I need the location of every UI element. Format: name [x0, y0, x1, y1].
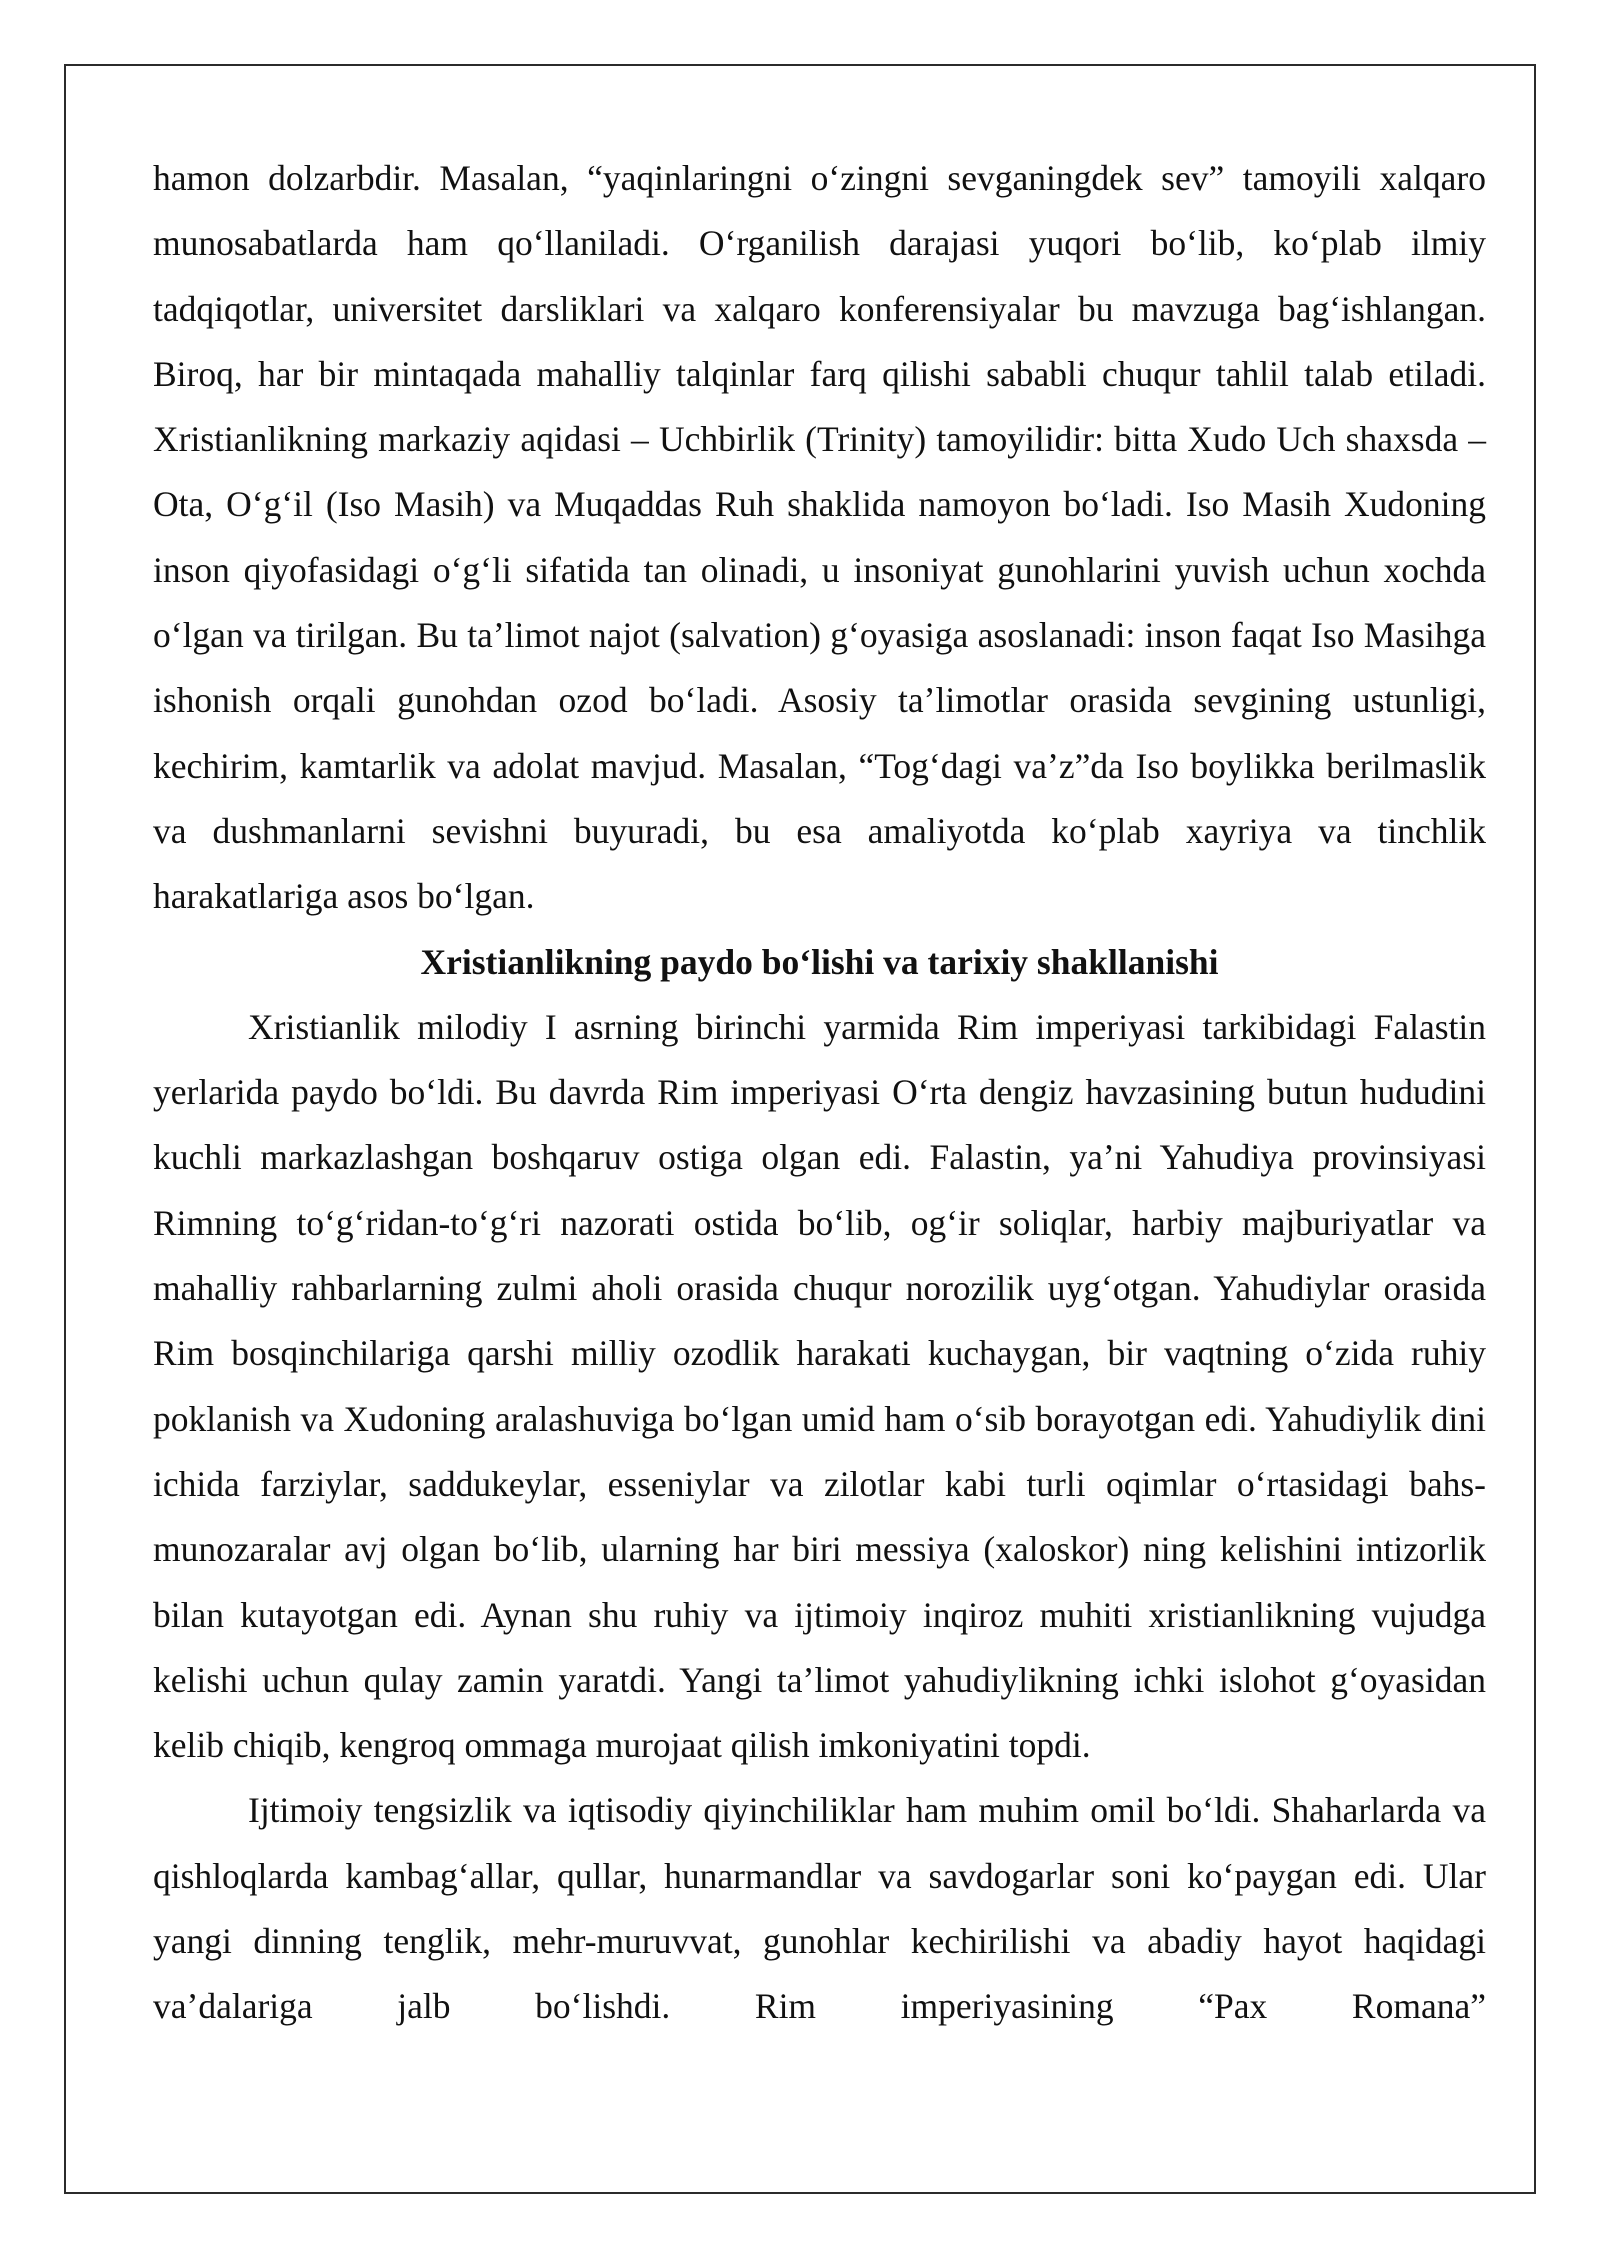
section-heading: Xristianlikning paydo boʻlishi va tarixiy shakllanishi — [420, 941, 1219, 982]
document-body — [153, 146, 1486, 2040]
paragraph-social-factors: Ijtimoiy tengsizlik va iqtisodiy qiyinchiliklar ham muhim omil boʻldi. Shaharlarda va qishloqlarda kambagʻallar, qullar, hunarmandlar va savdogarlar soni koʻpaygan edi. Ular yangi dinning tenglik, mehr-muruvvat, gunohlar kechirilishi va abadiy hayot haqidagi vaʼdalariga jalb boʻlishdi. Rim imperiyasining “Pax Romana” — [153, 1790, 1486, 2027]
paragraph-intro: hamon dolzarbdir. Masalan, “yaqinlaringni oʻzingni sevganingdek sev” tamoyili xalqaro munosabatlarda ham qoʻllaniladi. Oʻrganilish darajasi yuqori boʻlib, koʻplab ilmiy tadqiqotlar, universitet darsliklari va xalqaro konferensiyalar bu mavzuga bagʻishlangan. Biroq, har bir mintaqada mahalliy talqinlar farq qilishi sababli chuqur tahlil talab etiladi. Xristianlikning markaziy aqidasi – Uchbirlik (Trinity) tamoyilidir: bitta Xudo Uch shaxsda – Ota, Oʻgʻil (Iso Masih) va Muqaddas Ruh shaklida namoyon boʻladi. Iso Masih Xudoning inson qiyofasidagi oʻgʻli sifatida tan olinadi, u insoniyat gunohlarini yuvish uchun xochda oʻlgan va tirilgan. Bu taʼlimot najot (salvation) gʻoyasiga asoslanadi: inson faqat Iso Masihga ishonish orqali gunohdan ozod boʻladi. Asosiy taʼlimotlar orasida sevgining ustunligi, kechirim, kamtarlik va adolat mavjud. Masalan, “Togʻdagi vaʼz”da Iso boylikka berilmaslik va dushmanlarni sevishni buyuradi, bu esa amaliyotda koʻplab xayriya va tinchlik harakatlariga asos boʻlgan. — [153, 158, 1486, 917]
paragraph-origins: Xristianlik milodiy I asrning birinchi yarmida Rim imperiyasi tarkibidagi Falastin yerlarida paydo boʻldi. Bu davrda Rim imperiyasi Oʻrta dengiz havzasining butun hududini kuchli markazlashgan boshqaruv ostiga olgan edi. Falastin, yaʼni Yahudiya provinsiyasi Rimning toʻgʻridan-toʻgʻri nazorati ostida boʻlib, ogʻir soliqlar, harbiy majburiyatlar va mahalliy rahbarlarning zulmi aholi orasida chuqur norozilik uygʻotgan. Yahudiylar orasida Rim bosqinchilariga qarshi milliy ozodlik harakati kuchaygan, bir vaqtning oʻzida ruhiy poklanish va Xudoning aralashuviga boʻlgan umid ham oʻsib borayotgan edi. Yahudiylik dini ichida farziylar, saddukeylar, esseniylar va zilotlar kabi turli oqimlar oʻrtasidagi bahs-munozaralar avj olgan boʻlib, ularning har biri messiya (xaloskor) ning kelishini intizorlik bilan kutayotgan edi. Aynan shu ruhiy va ijtimoiy inqiroz muhiti xristianlikning vujudga kelishi uchun qulay zamin yaratdi. Yangi taʼlimot yahudiylikning ichki islohot gʻoyasidan kelib chiqib, kengroq ommaga murojaat qilish imkoniyatini topdi. — [153, 1006, 1486, 1766]
